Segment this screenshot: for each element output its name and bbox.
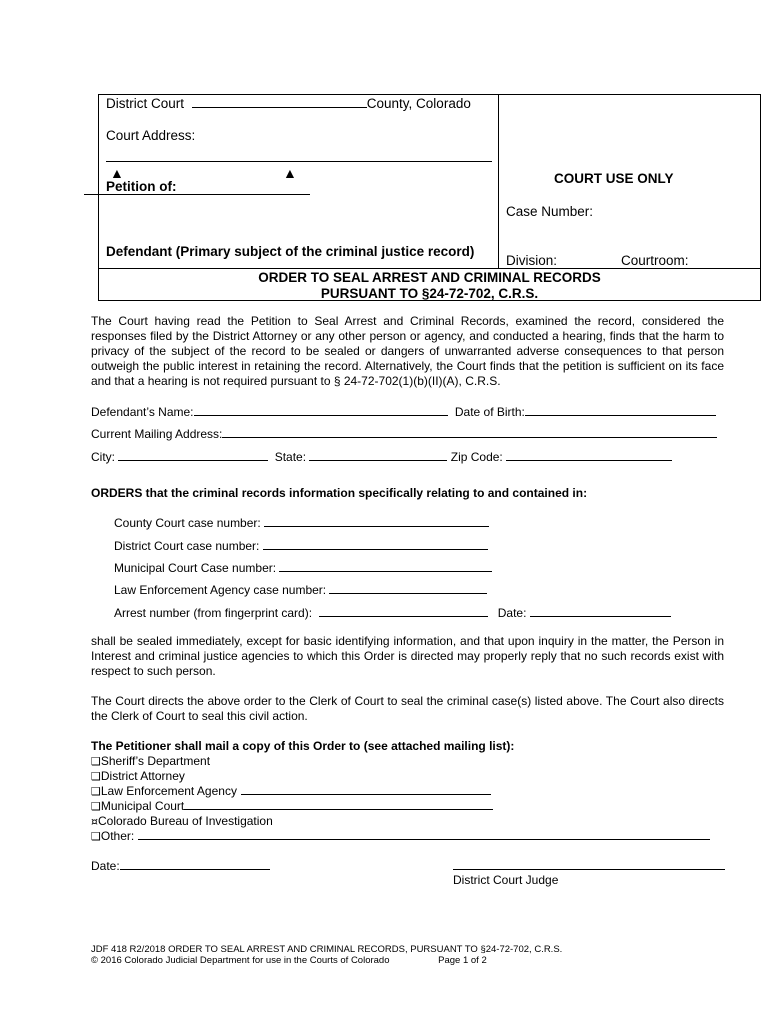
checkbox-icon[interactable]: ❑	[91, 830, 101, 843]
signature-date-label: Date:	[91, 859, 120, 873]
court-use-only: COURT USE ONLY	[554, 171, 674, 186]
county-case-field[interactable]	[264, 515, 489, 527]
footer-page: Page 1 of 2	[438, 955, 487, 966]
defendant-label: Defendant (Primary subject of the criminal justice record)	[106, 244, 475, 259]
district-case-row	[114, 538, 488, 553]
county-name-field[interactable]	[192, 96, 367, 108]
mail-item-law-enforcement	[91, 783, 491, 799]
case-number-label: Case Number:	[506, 204, 594, 219]
footer-copyright: © 2016 Colorado Judicial Department for use in the Courts of Colorado	[91, 955, 390, 966]
mail-heading: The Petitioner shall mail a copy of this Order to (see attached mailing list):	[91, 739, 515, 753]
mailing-address-field[interactable]	[222, 426, 717, 438]
cbi-symbol-icon[interactable]: ¤	[91, 815, 98, 828]
arrest-date-field[interactable]	[530, 605, 671, 617]
signature-date-field[interactable]	[120, 858, 270, 870]
footer-line1: JDF 418 R2/2018 ORDER TO SEAL ARREST AND CRIMINAL RECORDS, PURSUANT TO §24-72-702, C.R.S.	[91, 944, 563, 955]
signature-date-row	[91, 858, 270, 873]
triangle-marker-left-icon: ▲	[110, 165, 124, 181]
judge-label: District Court Judge	[453, 873, 559, 887]
mail-item-district-attorney	[91, 768, 185, 784]
mail-item-municipal-court	[91, 798, 493, 814]
city-label: City:	[91, 450, 115, 464]
law-enforcement-case-row	[114, 582, 487, 597]
district-court-label: District Court	[106, 96, 185, 111]
checkbox-icon[interactable]: ❑	[91, 755, 101, 768]
mail-item-label: Municipal Court	[100, 799, 185, 813]
mail-item-label: Colorado Bureau of Investigation	[98, 814, 273, 828]
petition-of-label: Petition of:	[106, 179, 177, 194]
law-enforcement-case-field[interactable]	[329, 582, 487, 594]
arrest-number-field[interactable]	[319, 605, 488, 617]
municipal-case-label: Municipal Court Case number:	[114, 561, 277, 575]
county-case-label: County Court case number:	[114, 516, 261, 530]
mail-item-cbi	[91, 813, 273, 829]
defendant-name-row	[91, 404, 716, 419]
arrest-number-label: Arrest number (from fingerprint card):	[114, 606, 313, 620]
court-address-label: Court Address:	[106, 128, 196, 143]
other-recipient-field[interactable]	[138, 828, 710, 840]
defendant-name-label: Defendant’s Name:	[91, 405, 194, 419]
law-enforcement-agency-field[interactable]	[241, 783, 491, 795]
city-field[interactable]	[118, 449, 268, 461]
arrest-number-row	[114, 605, 671, 620]
petition-of-field[interactable]	[84, 194, 310, 195]
city-state-zip-row	[91, 449, 672, 464]
municipal-court-field[interactable]	[184, 798, 493, 810]
arrest-date-label: Date:	[497, 606, 527, 620]
law-enforcement-case-label: Law Enforcement Agency case number:	[114, 583, 327, 597]
state-label: State:	[274, 450, 307, 464]
date-of-birth-label: Date of Birth:	[454, 405, 525, 419]
mail-item-label: Sheriff’s Department	[100, 754, 211, 768]
judge-signature-line[interactable]	[453, 869, 725, 870]
date-of-birth-field[interactable]	[525, 404, 716, 416]
mail-item-label: Other:	[100, 829, 135, 843]
court-address-field[interactable]	[106, 161, 492, 162]
orders-heading: ORDERS that the criminal records information specifically relating to and contained in:	[91, 486, 588, 500]
district-case-label: District Court case number:	[114, 539, 260, 553]
mailing-address-row	[91, 426, 717, 441]
caption-title-border	[98, 268, 761, 269]
mail-item-label: Law Enforcement Agency	[100, 784, 237, 798]
footer-line2	[91, 955, 487, 967]
checkbox-icon[interactable]: ❑	[91, 770, 101, 783]
courtroom-label: Courtroom:	[621, 253, 689, 268]
municipal-case-row	[114, 560, 492, 575]
order-title-line2: PURSUANT TO §24-72-702, C.R.S.	[320, 286, 539, 301]
mailing-address-label: Current Mailing Address:	[91, 427, 223, 441]
county-case-row	[114, 515, 489, 530]
checkbox-icon[interactable]: ❑	[91, 785, 101, 798]
mail-item-sheriff	[91, 753, 210, 769]
sealed-paragraph: shall be sealed immediately, except for basic identifying information, and that upon inquiry in the matter, the Person in Interest and criminal justice agencies to which this Order is directed may properly reply that no such records exist with respect to such person.	[91, 634, 724, 678]
triangle-marker-right-icon: ▲	[283, 165, 297, 181]
district-case-field[interactable]	[263, 538, 488, 550]
zip-code-field[interactable]	[506, 449, 672, 461]
caption-top-border	[98, 94, 761, 95]
state-field[interactable]	[309, 449, 447, 461]
defendant-name-field[interactable]	[194, 404, 448, 416]
intro-paragraph: The Court having read the Petition to Seal Arrest and Criminal Records, examined the record, considered the responses filed by the District Attorney or any other person or agency, and conducted a hearing, finds that the harm to privacy of the subject of the record to be sealed or dangers of unwarranted adverse consequences to that person outweigh the public interest in retaining the record. Alternatively, the Court finds that the petition is sufficient on its face and that a hearing is not required pursuant to § 24-72-702(1)(b)(II)(A), C.R.S.	[91, 314, 724, 388]
municipal-case-field[interactable]	[279, 560, 492, 572]
mail-item-label: District Attorney	[100, 769, 185, 783]
district-court-line	[106, 96, 471, 111]
checkbox-icon[interactable]: ❑	[91, 800, 101, 813]
county-colorado-label: County, Colorado	[366, 96, 471, 111]
caption-divider	[498, 94, 499, 268]
zip-code-label: Zip Code:	[450, 450, 503, 464]
order-title-line1: ORDER TO SEAL ARREST AND CRIMINAL RECORDS	[258, 270, 601, 285]
division-label: Division:	[506, 253, 558, 268]
clerk-paragraph: The Court directs the above order to the Clerk of Court to seal the criminal case(s) listed above. The Court also directs the Clerk of Court to seal this civil action.	[91, 694, 724, 723]
mail-item-other	[91, 828, 710, 844]
